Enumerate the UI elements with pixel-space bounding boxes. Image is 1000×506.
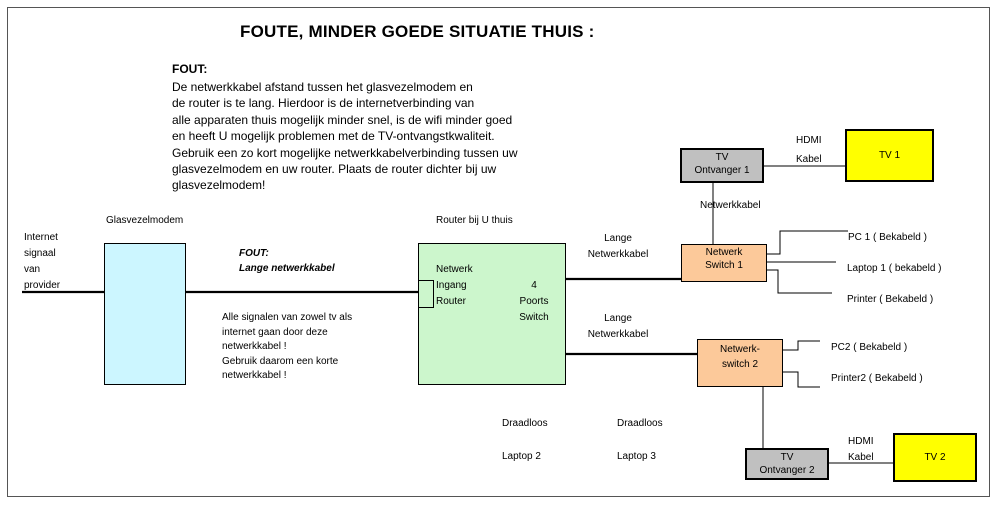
hdmi-cable-1-label: HDMI Kabel [796,135,822,165]
line-switch1-to-pc1 [767,231,848,254]
page-title: FOUTE, MINDER GOEDE SITUATIE THUIS : [240,22,595,41]
modem-label: Glasvezelmodem [106,215,184,226]
device-printer1: Printer ( Bekabeld ) [847,294,934,305]
glasvezelmodem-box [104,243,186,385]
long-cable-warning: FOUT: Lange netwerkkabel [239,248,335,274]
cable2-label: Lange Netwerkkabel [587,313,649,340]
device-pc1: PC 1 ( Bekabeld ) [848,232,927,243]
long-cable-note: Alle signalen van zowel tv als internet gaan door deze netwerkkabel ! Gebruik daarom een korte netwerkkabel ! [222,312,353,381]
line-switch1-to-printer1 [767,270,832,293]
hdmi-cable-2-label: HDMI Kabel [848,436,874,463]
wireless-mode-1: Draadloos [502,418,548,429]
device-pc2: PC2 ( Bekabeld ) [831,342,908,353]
warning-line: glasvezelmodem en uw router. Plaats de router dichter bij uw [172,162,497,177]
warning-line: Gebruik een zo kort mogelijke netwerkkabelverbinding tussen uw [172,145,518,160]
router-input-port [418,280,434,308]
device-printer2: Printer2 ( Bekabeld ) [831,373,923,384]
warning-line: glasvezelmodem! [172,178,266,193]
wireless-device-laptop3: Laptop 3 [617,451,656,462]
internet-signal-label: Internet signaal van provider [24,232,61,291]
device-laptop1: Laptop 1 ( bekabeld ) [847,263,942,274]
warning-heading: FOUT: [172,62,208,76]
network-switch-1: Netwerk Switch 1 [681,244,767,282]
warning-line: De netwerkkabel afstand tussen het glasvezelmodem en [172,80,473,94]
tv-1: TV 1 [845,129,934,182]
line-switch2-to-pc2 [783,341,820,350]
netwerkkabel-label: Netwerkkabel [700,200,761,211]
tv-receiver-1: TV Ontvanger 1 [680,148,764,183]
network-switch-2: Netwerk- switch 2 [697,339,783,387]
warning-text [172,79,518,194]
warning-line: de router is te lang. Hierdoor is de internetverbinding van [172,96,475,111]
wireless-mode-2: Draadloos [617,418,663,429]
tv-receiver-2: TV Ontvanger 2 [745,448,829,480]
warning-line: alle apparaten thuis mogelijk minder snel, is de wifi minder goed [172,112,513,127]
warning-line: en heeft U mogelijk problemen met de TV-ontvangstkwaliteit. [172,129,495,144]
wireless-device-laptop2: Laptop 2 [502,451,541,462]
router-label: Router bij U thuis [436,215,513,226]
tv-2: TV 2 [893,433,977,482]
router-input-label: Netwerk Ingang Router [436,264,473,307]
line-switch2-to-printer2 [783,372,820,387]
cable1-label: Lange Netwerkkabel [587,233,649,260]
router-switch-label: 4 Poorts Switch [519,280,549,323]
